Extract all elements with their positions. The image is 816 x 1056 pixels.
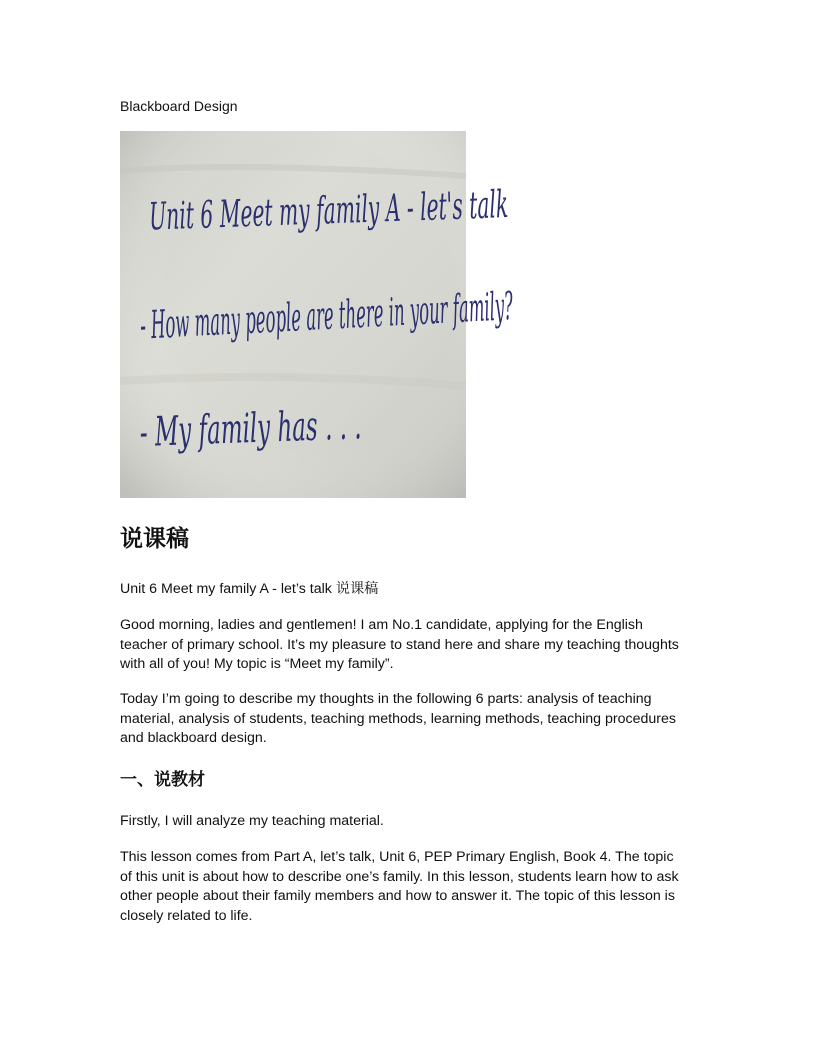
subtitle-line [120, 580, 688, 600]
image-caption: Blackboard Design [120, 98, 238, 114]
subtitle-chinese: 说课稿 [335, 581, 379, 597]
paragraph-intro: Good morning, ladies and gentlemen! I am No.1 candidate, applying for the English teacher of primary school. It’s my pleasure to stand here and share my teaching thoughts with all of you! My topic is “Meet my family”. [120, 617, 679, 672]
main-heading: 说课稿 [120, 526, 189, 552]
paragraph-firstly: Firstly, I will analyze my teaching material. [120, 813, 384, 829]
handwriting-line-3: - My family has . . . [138, 400, 363, 456]
subtitle-english: Unit 6 Meet my family A - let’s talk [120, 581, 332, 597]
paragraph-lesson: This lesson comes from Part A, let’s talk, Unit 6, PEP Primary English, Book 4. The topic of this unit is about how to describe one’s family. In this lesson, students learn how to ask other people about their family members and how to answer it. The topic of this lesson is closely related to life. [120, 849, 679, 924]
paragraph-parts: Today I’m going to describe my thoughts in the following 6 parts: analysis of teaching material, analysis of students, teaching methods, learning methods, teaching procedures and blackboard design. [120, 691, 676, 746]
handwriting-line-1: Unit 6 Meet my family A - let's talk [148, 183, 509, 240]
section-heading-1: 一、说教材 [120, 770, 205, 790]
blackboard-photo [120, 131, 515, 498]
handwriting-line-2: - How many people are there in your family? [139, 284, 515, 350]
